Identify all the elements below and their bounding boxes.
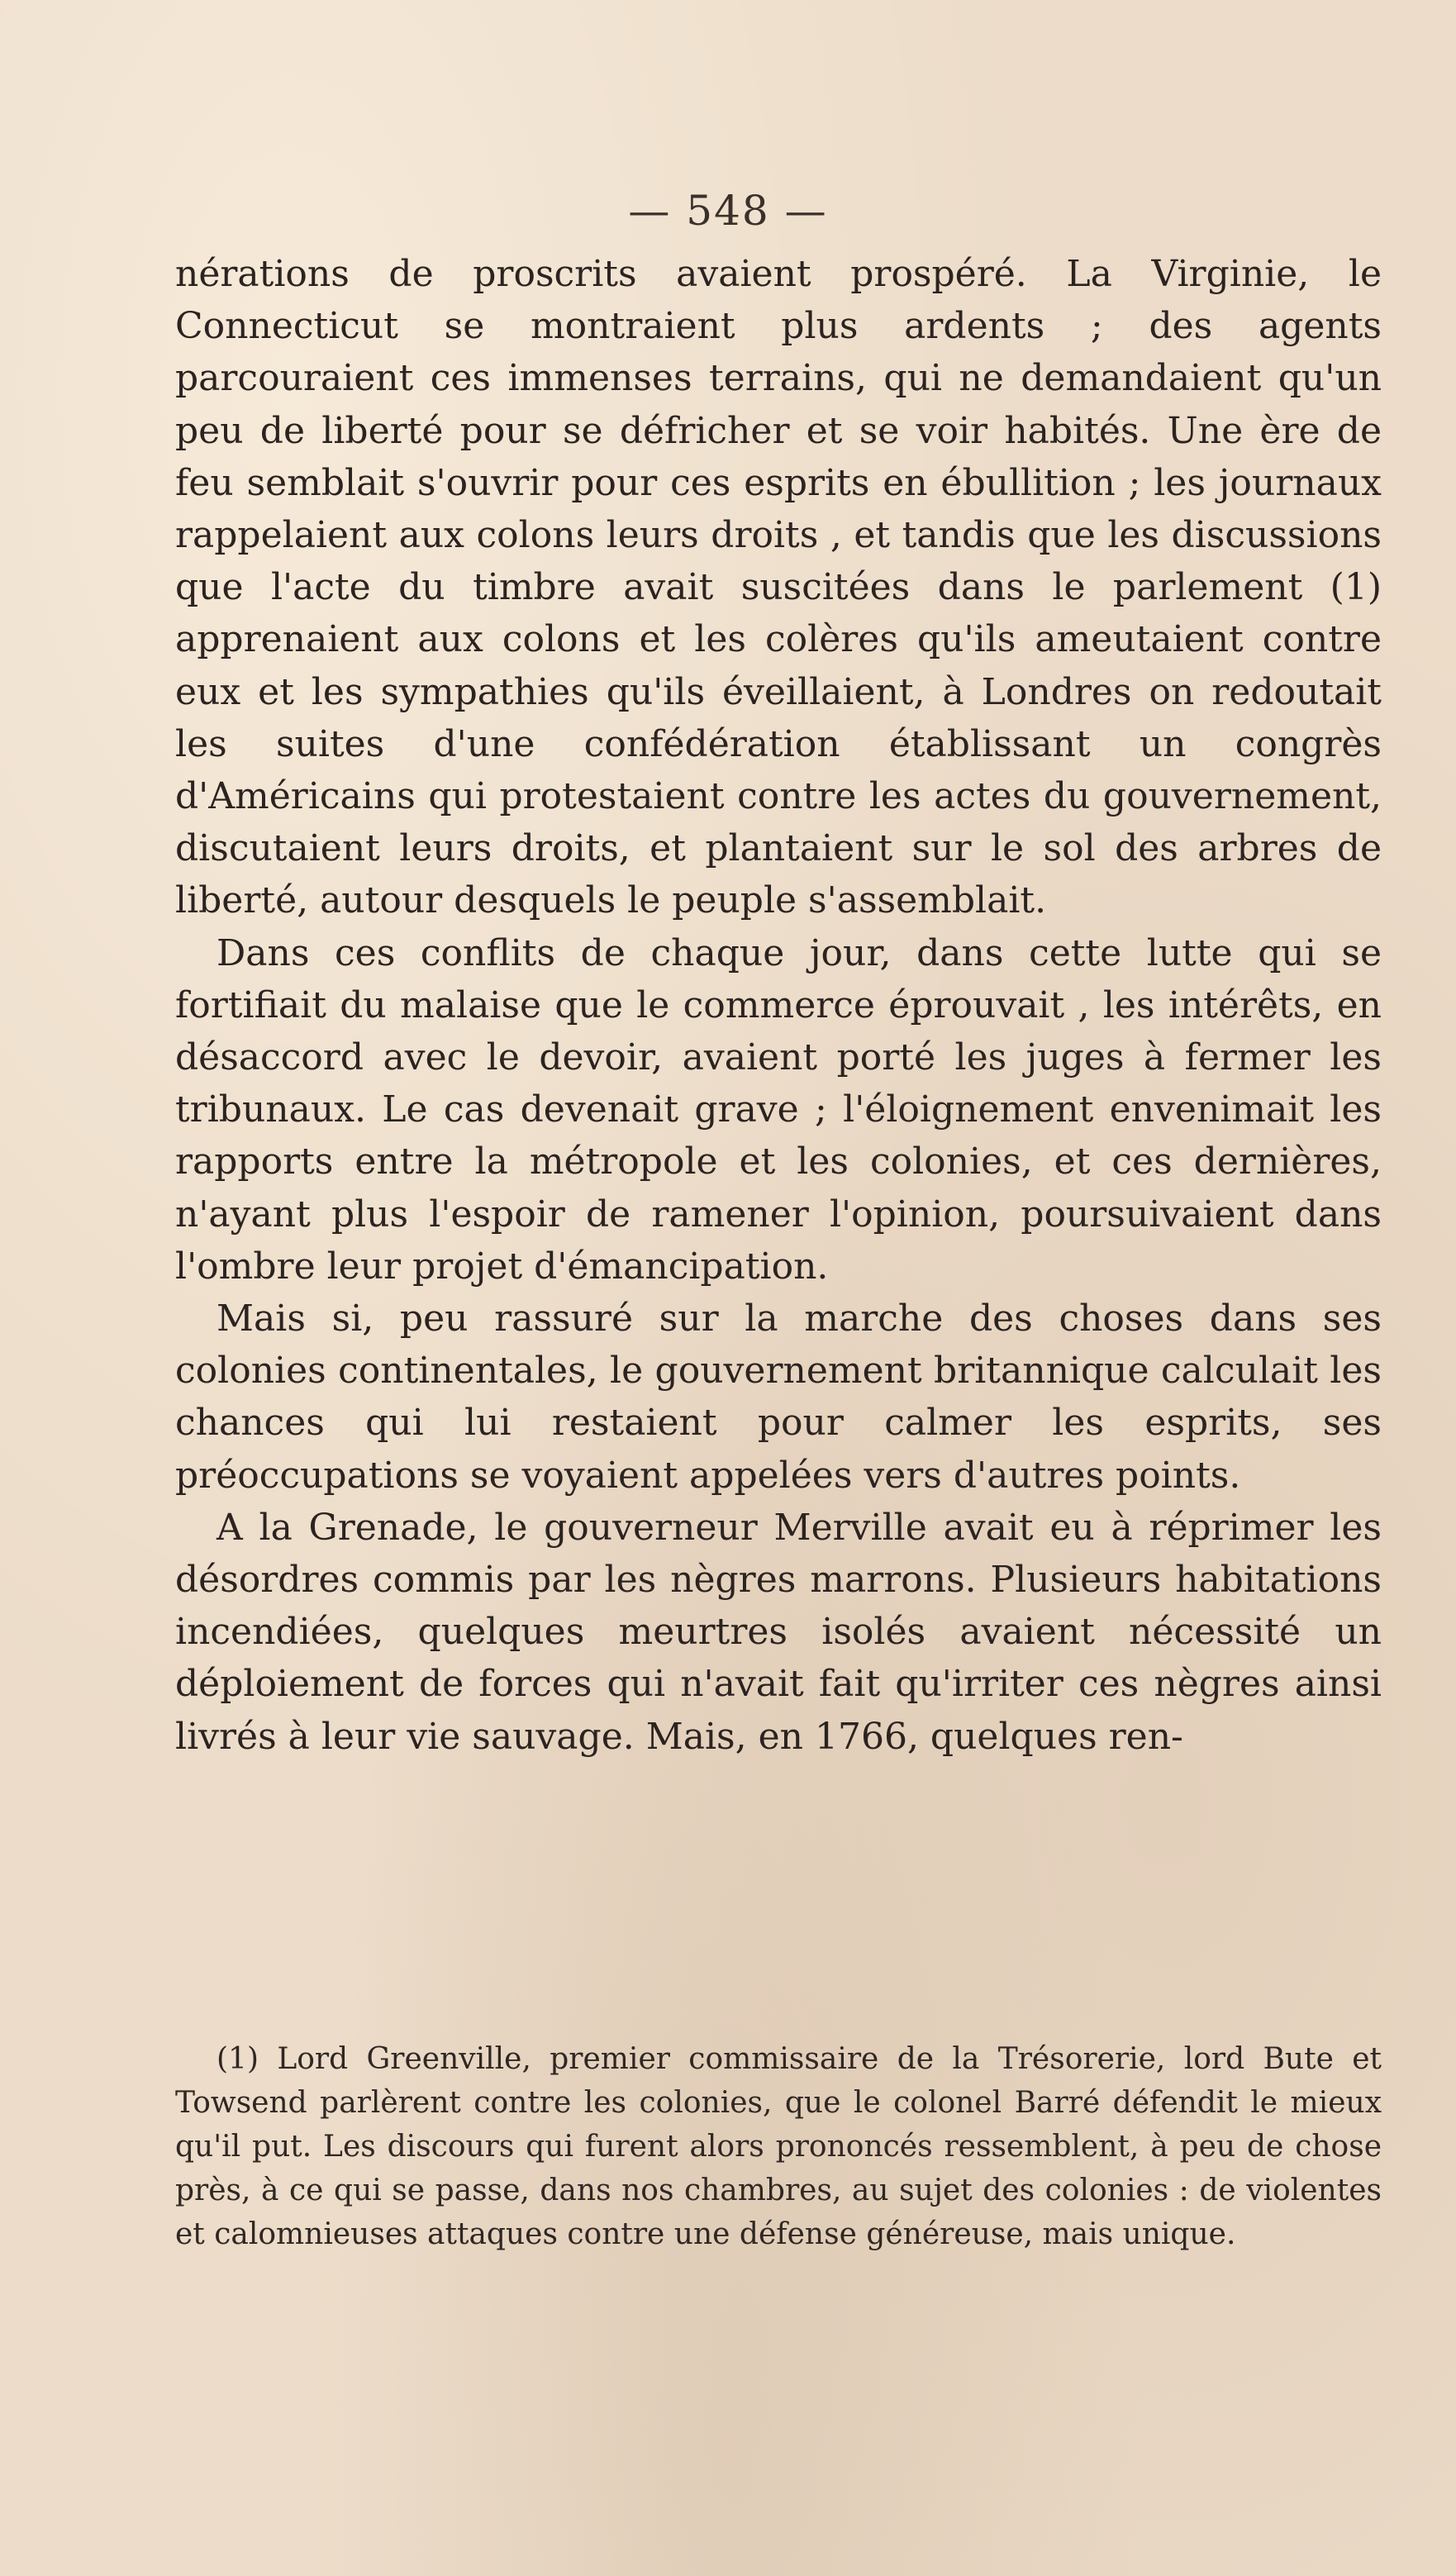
footnote	[175, 2037, 1382, 2256]
paragraph: A la Grenade, le gouverneur Merville avait eu à réprimer les désordres commis par les nègres marrons. Plusieurs habitations incendiées, quelques meurtres isolés avaient nécessité un déploiement de forces qui n'avait fait qu'irriter ces nègres ainsi livrés à leur vie sauvage. Mais, en 1766, quelques ren-	[175, 1506, 1382, 1758]
paragraph: Mais si, peu rassuré sur la marche des choses dans ses colonies continentales, le gouvernement britannique calculait les chances qui lui restaient pour calmer les esprits, ses préoccupations se voyaient appelées vers d'autres points.	[175, 1298, 1382, 1497]
page-number: — 548 —	[628, 187, 828, 235]
paragraph: Dans ces conflits de chaque jour, dans cette lutte qui se fortifiait du malaise que le commerce éprouvait , les intérêts, en désaccord avec le devoir, avaient porté les juges à fermer les tribunaux. Le cas devenait grave ; l'éloignement envenimait les rapports entre la métropole et les colonies, et ces dernières, n'ayant plus l'espoir de ramener l'opinion, poursuivaient dans l'ombre leur projet d'émancipation.	[175, 931, 1382, 1288]
paragraph: nérations de proscrits avaient prospéré. La Virginie, le Connecticut se montraient plus ardents ; des agents parcouraient ces immenses terrains, qui ne demandaient qu'un peu de liberté pour se défricher et se voir habités. Une ère de feu semblait s'ouvrir pour ces esprits en ébullition ; les journaux rappelaient aux colons leurs droits , et tandis que les discussions que l'acte du timbre avait suscitées dans le parlement (1) apprenaient aux colons et les colères qu'ils ameutaient contre eux et les sympathies qu'ils éveillaient, à Londres on redoutait les suites d'une confédération établissant un congrès d'Américains qui protestaient contre les actes du gouvernement, discutaient leurs droits, et plantaient sur le sol des arbres de liberté, autour desquels le peuple s'assemblait.	[175, 253, 1382, 922]
body-text	[175, 248, 1382, 1763]
footnote-text: (1) Lord Greenville, premier commissaire de la Trésorerie, lord Bute et Towsend parlèrent contre les colonies, que le colonel Barré défendit le mieux qu'il put. Les discours qui furent alors prononcés ressemblent, à peu de chose près, à ce qui se passe, dans nos chambres, au sujet des colonies : de violentes et calomnieuses attaques contre une défense généreuse, mais unique.	[175, 2042, 1382, 2251]
